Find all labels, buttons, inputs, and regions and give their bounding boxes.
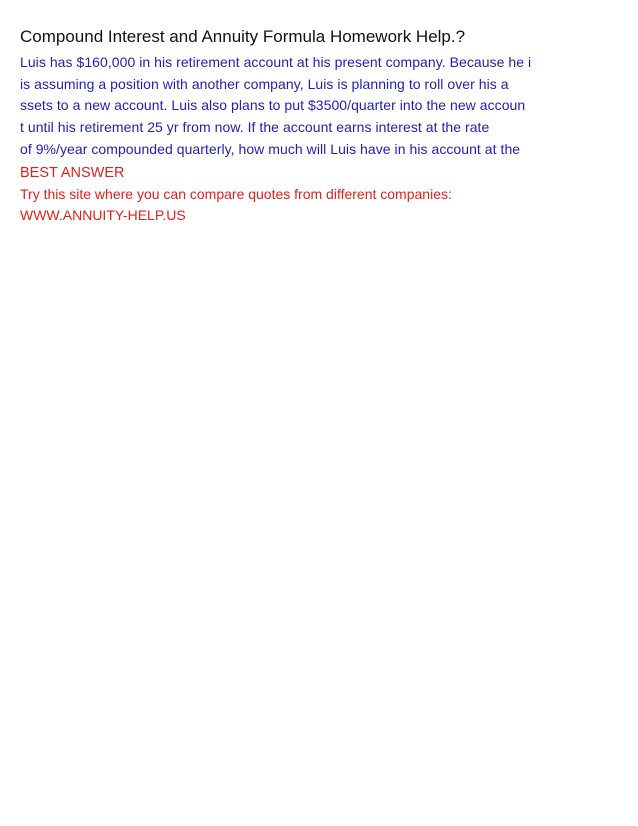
question-line: t until his retirement 25 yr from now. If the account earns interest at the rate (20, 119, 490, 136)
answer-link: WWW.ANNUITY-HELP.US (20, 207, 186, 223)
question-line: Luis has $160,000 in his retirement account at his present company. Because he i (20, 54, 532, 70)
question-body (20, 52, 620, 161)
question-line: of 9%/year compounded quarterly, how much will Luis have in his account at the (20, 140, 521, 157)
question-line: is assuming a position with another company, Luis is planning to roll over his a (20, 75, 509, 92)
answer-section (20, 163, 620, 226)
question-line: ssets to a new account. Luis also plans to put $3500/quarter into the new accoun (20, 97, 526, 114)
page-title: Compound Interest and Annuity Formula Homework Help.? (20, 27, 466, 46)
best-answer-label: BEST ANSWER (20, 165, 125, 181)
answer-text: Try this site where you can compare quotes from different companies: (20, 186, 452, 202)
